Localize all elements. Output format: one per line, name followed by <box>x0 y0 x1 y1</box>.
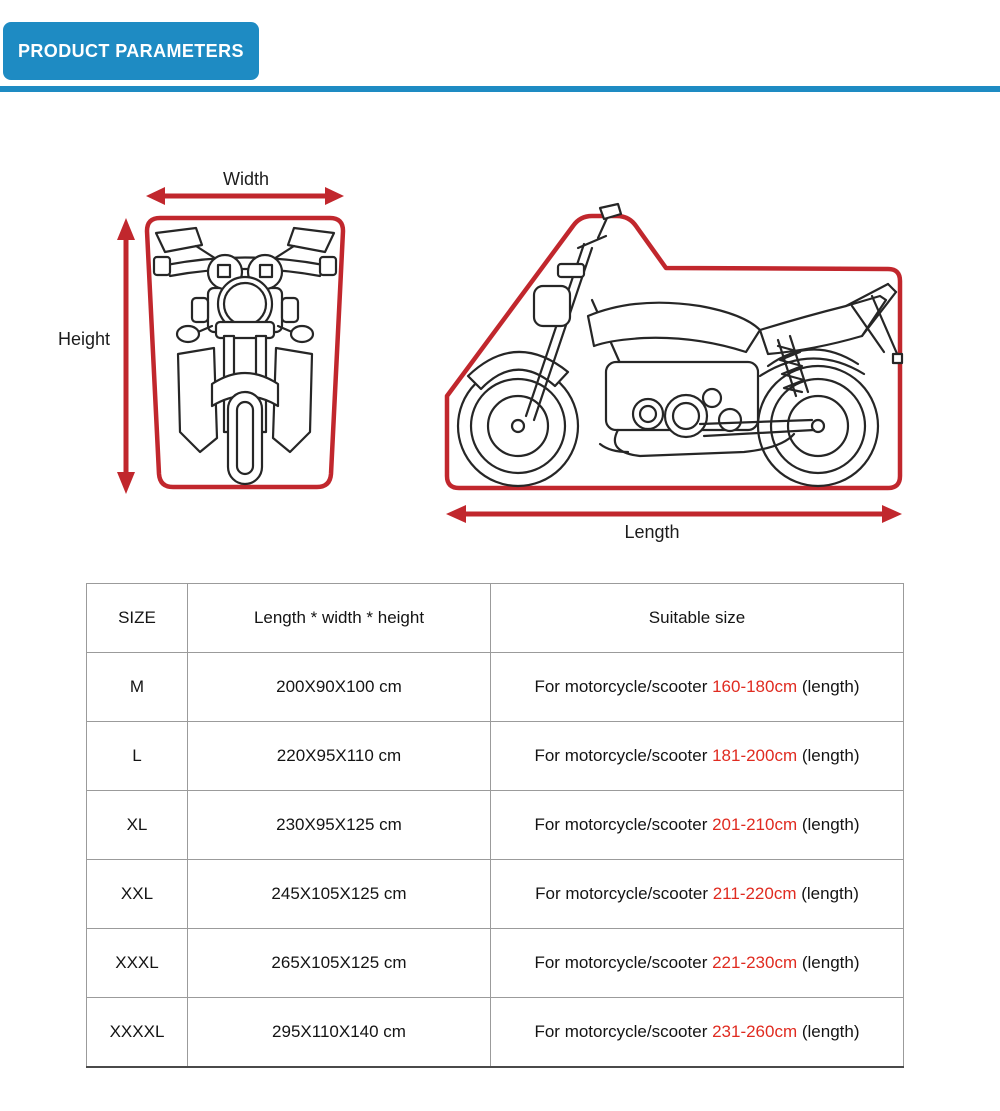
suitable-suffix: (length) <box>797 815 860 834</box>
suitable-cell <box>491 929 904 998</box>
front-view-diagram <box>30 160 370 510</box>
suitable-prefix: For motorcycle/scooter <box>534 815 713 834</box>
dimensions-cell: 220X95X110 cm <box>188 722 491 791</box>
suitable-cell <box>491 998 904 1067</box>
left-mirror <box>156 228 202 252</box>
size-cell: XXL <box>87 860 188 929</box>
suitable-suffix: (length) <box>797 1021 860 1041</box>
table-row <box>87 860 904 929</box>
header-suitable: Suitable size <box>491 584 904 653</box>
table-row <box>87 929 904 998</box>
side-view-diagram <box>420 170 920 560</box>
suitable-range: 201-210cm <box>712 815 798 834</box>
height-label: Height <box>57 329 110 349</box>
suitable-suffix: (length) <box>797 746 860 765</box>
width-arrow <box>146 187 344 205</box>
suitable-prefix: For motorcycle/scooter <box>534 953 713 972</box>
suitable-cell <box>491 653 904 722</box>
motorcycle-front-art <box>154 228 336 484</box>
suitable-range: 181-200cm <box>712 746 798 765</box>
handlebar <box>166 258 324 277</box>
dimensions-cell: 265X105X125 cm <box>188 929 491 998</box>
size-cell: XXXL <box>87 929 188 998</box>
suitable-range: 160-180cm <box>712 677 798 696</box>
height-arrow <box>117 218 135 494</box>
fuel-tank <box>588 303 760 352</box>
rear-wheel <box>758 366 878 486</box>
suitable-range: 221-230cm <box>712 953 798 972</box>
suitable-prefix: For motorcycle/scooter <box>534 677 713 696</box>
size-cell: M <box>87 653 188 722</box>
length-arrow <box>446 505 902 523</box>
dimensions-cell: 245X105X125 cm <box>188 860 491 929</box>
table-row <box>87 791 904 860</box>
front-wheel <box>228 392 262 484</box>
size-cell: XXXXL <box>87 998 188 1067</box>
suitable-prefix: For motorcycle/scooter <box>535 884 713 903</box>
suitable-prefix: For motorcycle/scooter <box>534 746 713 765</box>
table-row <box>87 653 904 722</box>
right-turn-signal <box>291 326 313 342</box>
suitable-range: 231-260cm <box>712 1021 798 1041</box>
size-table <box>86 583 904 1068</box>
headlight <box>534 286 570 326</box>
length-label: Length <box>624 522 680 542</box>
dimensions-cell: 200X90X100 cm <box>188 653 491 722</box>
width-label: Width <box>222 169 269 189</box>
right-mirror <box>288 228 334 252</box>
dimensions-cell: 295X110X140 cm <box>188 998 491 1067</box>
header-dimensions: Length * width * height <box>188 584 491 653</box>
motorcycle-side-art <box>458 204 902 486</box>
table-row <box>87 998 904 1067</box>
suitable-cell <box>491 860 904 929</box>
suitable-suffix: (length) <box>797 677 860 696</box>
suitable-suffix: (length) <box>797 953 860 972</box>
banner-title: PRODUCT PARAMETERS <box>18 40 244 61</box>
left-turn-signal <box>177 326 199 342</box>
suitable-cell <box>491 722 904 791</box>
product-parameters-banner <box>3 22 259 80</box>
size-cell: XL <box>87 791 188 860</box>
dimensions-cell: 230X95X125 cm <box>188 791 491 860</box>
size-cell: L <box>87 722 188 791</box>
table-header-row <box>87 584 904 653</box>
suitable-range: 211-220cm <box>712 884 797 903</box>
header-size: SIZE <box>87 584 188 653</box>
table-row <box>87 722 904 791</box>
header-divider-line <box>0 86 1000 92</box>
suitable-suffix: (length) <box>796 884 859 903</box>
suitable-prefix: For motorcycle/scooter <box>534 1021 713 1041</box>
suitable-cell <box>491 791 904 860</box>
